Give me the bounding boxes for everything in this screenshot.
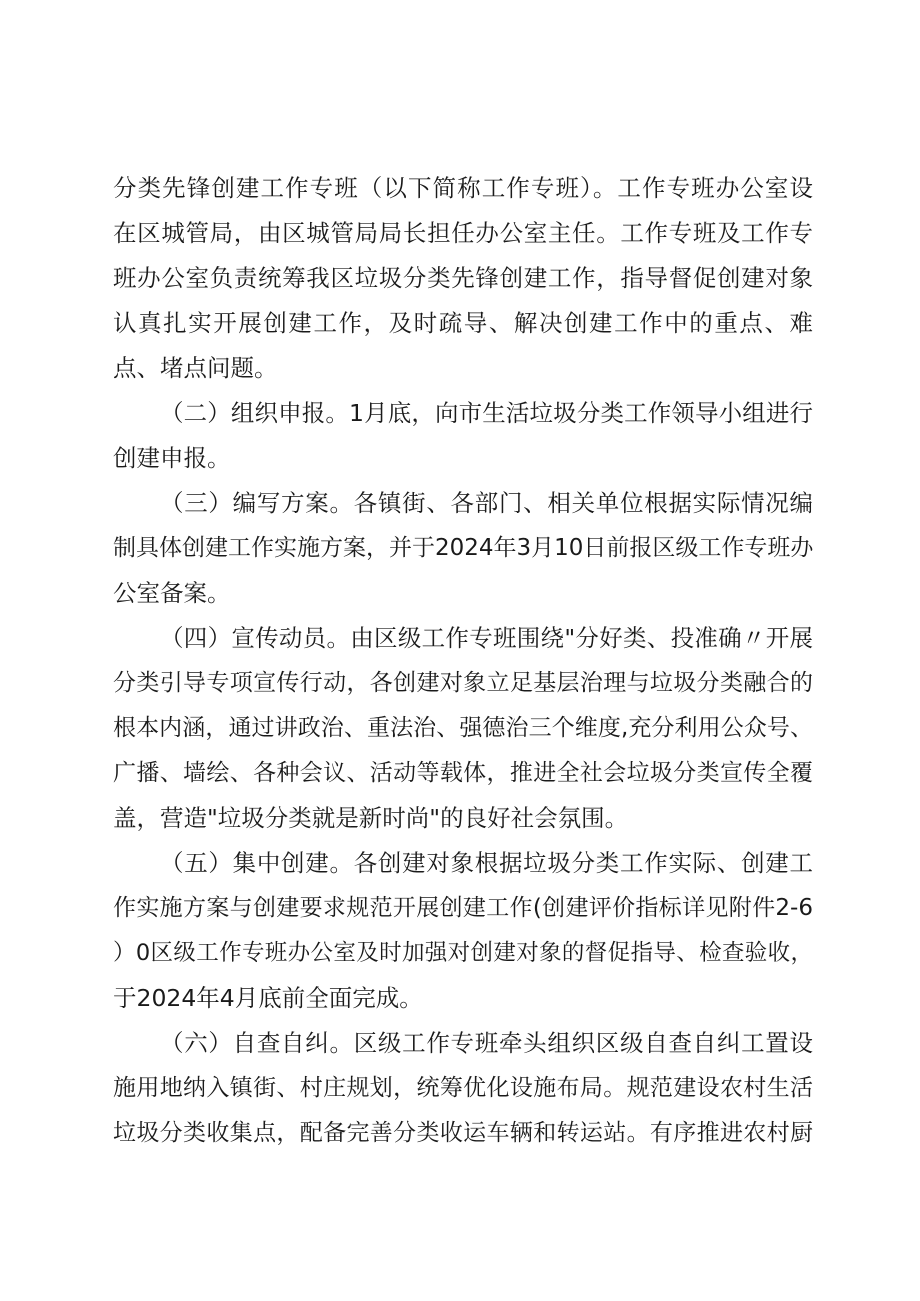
text-line: 公室备案。 <box>113 579 231 607</box>
text-line: 在区城管局，由区城管局局长担任办公室主任。工作专班及工作专 <box>113 219 813 247</box>
section-heading-line: （六）自查自纠。区级工作专班牵头组织区级自查自纠工置设 <box>160 1029 813 1057</box>
text-line: 施用地纳入镇街、村庄规划，统筹优化设施布局。规范建设农村生活 <box>113 1075 813 1101</box>
text-line: 点、堵点问题。 <box>113 354 278 382</box>
text-line: 垃圾分类收集点，配备完善分类收运车辆和转运站。有序推进农村厨 <box>113 1120 813 1146</box>
text-line: 分类引导专项宣传行动，各创建对象立足基层治理与垃圾分类融合的 <box>113 670 813 696</box>
text-line: 盖，营造"垃圾分类就是新时尚"的良好社会氛围。 <box>113 804 629 832</box>
document-body <box>113 166 813 1156</box>
text-line: 制具体创建工作实施方案，并于2024年3月10日前报区级工作专班办 <box>113 535 813 561</box>
section-heading-line: （五）集中创建。各创建对象根据垃圾分类工作实际、创建工 <box>160 849 813 877</box>
text-line: 广播、墙绘、各种会议、活动等载体，推进全社会垃圾分类宣传全覆 <box>113 760 813 786</box>
section-heading-line: （二）组织申报。1月底，向市生活垃圾分类工作领导小组进行 <box>160 399 813 427</box>
section-heading-line: （三）编写方案。各镇街、各部门、相关单位根据实际情况编 <box>160 489 813 517</box>
text-line: ）0区级工作专班办公室及时加强对创建对象的督促指导、检查验收， <box>113 940 813 966</box>
text-line: 班办公室负责统筹我区垃圾分类先锋创建工作，指导督促创建对象 <box>113 264 813 292</box>
text-line: 分类先锋创建工作专班（以下简称工作专班）。工作专班办公室设 <box>113 174 813 202</box>
section-heading-line: （四）宣传动员。由区级工作专班围绕"分好类、投准确〃开展 <box>160 624 813 652</box>
text-line: 根本内涵，通过讲政治、重法治、强德治三个维度,充分利用公众号、 <box>113 715 813 741</box>
text-line: 创建申报。 <box>113 444 231 472</box>
text-line: 作实施方案与创建要求规范开展创建工作(创建评价指标详见附件2-6 <box>113 895 813 921</box>
text-line: 于2024年4月底前全面完成。 <box>113 984 423 1012</box>
text-line: 认真扎实开展创建工作，及时疏导、解决创建工作中的重点、难 <box>113 309 813 337</box>
